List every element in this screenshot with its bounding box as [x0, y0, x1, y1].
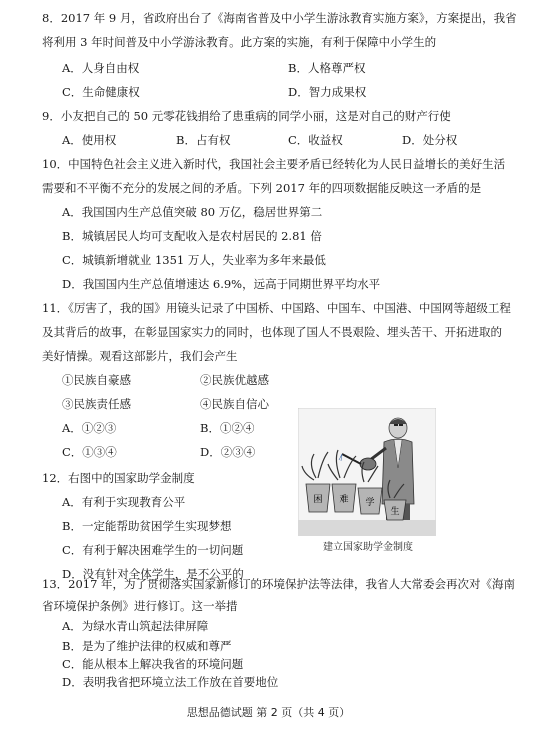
q11-item-1: ①民族自豪感 — [62, 373, 131, 387]
q11-item-4: ④民族自信心 — [200, 397, 269, 411]
q10-option-d: D．我国国内生产总值增速达 6.9%，远高于同期世界平均水平 — [62, 277, 381, 291]
q8-option-b: B．人格尊严权 — [288, 61, 366, 75]
q9-option-b: B．占有权 — [176, 133, 231, 147]
q12-stem: 12．右图中的国家助学金制度 — [42, 471, 195, 485]
q10-option-a: A．我国国内生产总值突破 80 万亿，稳居世界第二 — [62, 205, 323, 219]
q12-option-c: C．有利于解决困难学生的一切问题 — [62, 543, 244, 557]
q10-option-c: C．城镇新增就业 1351 万人，失业率为多年来最低 — [62, 253, 326, 267]
q11-stem-line2: 及其背后的故事，在彰显国家实力的同时，也体现了国人不畏艰险、埋头苦干、开拓进取的 — [42, 325, 502, 339]
q11-item-2: ②民族优越感 — [200, 373, 269, 387]
q13-stem-line2: 省环境保护条例》进行修订。这一举措 — [42, 599, 238, 613]
q8-option-c: C．生命健康权 — [62, 85, 140, 99]
pot-label-1: 困 — [313, 495, 323, 505]
q9-stem: 9．小友把自己的 50 元零花钱捐给了患重病的同学小丽，这是对自己的财产行使 — [42, 109, 451, 123]
q11-stem-line3: 美好情操。观看这部影片，我们会产生 — [42, 349, 238, 363]
q10-option-b: B．城镇居民人均可支配收入是农村居民的 2.81 倍 — [62, 229, 322, 243]
pot-label-3: 学 — [365, 498, 375, 508]
q11-item-3: ③民族责任感 — [62, 397, 131, 411]
q11-option-d: D．②③④ — [200, 445, 256, 459]
q10-stem-line1: 10．中国特色社会主义进入新时代，我国社会主要矛盾已经转化为人民日益增长的美好生活 — [42, 157, 506, 171]
pot-label-2: 难 — [339, 495, 349, 505]
q9-option-c: C．收益权 — [288, 133, 343, 147]
q13-option-a: A．为绿水青山筑起法律屏障 — [62, 619, 209, 633]
pot-label-4: 生 — [390, 507, 400, 517]
q8-stem-line2: 将利用 3 年时间普及中小学游泳教育。此方案的实施，有利于保障中小学生的 — [42, 35, 437, 49]
q11-option-a: A．①②③ — [62, 421, 117, 435]
q11-stem-line1: 11．《厉害了，我的国》用镜头记录了中国桥、中国路、中国车、中国港、中国网等超级工程 — [42, 301, 511, 315]
q10-stem-line2: 需要和不平衡不充分的发展之间的矛盾。下列 2017 年的四项数据能反映这一矛盾的是 — [42, 181, 482, 195]
figure-caption: 建立国家助学金制度 — [323, 542, 413, 553]
q9-option-a: A．使用权 — [62, 133, 117, 147]
q12-option-a: A．有利于实现教育公平 — [62, 495, 186, 509]
q11-option-c: C．①③④ — [62, 445, 117, 459]
q8-option-d: D．智力成果权 — [288, 85, 367, 99]
q13-option-c: C．能从根本上解决我省的环境问题 — [62, 657, 244, 671]
page-footer: 思想品德试题 第 2 页（共 4 页） — [186, 706, 351, 719]
q8-option-a: A．人身自由权 — [62, 61, 140, 75]
watering-plants-illustration — [298, 408, 436, 536]
q11-option-b: B．①②④ — [200, 421, 255, 435]
q8-stem-line1: 8．2017 年 9 月，省政府出台了《海南省普及中小学生游泳教育实施方案》，方案提出，我省 — [42, 11, 517, 25]
q12-option-b: B．一定能帮助贫困学生实现梦想 — [62, 519, 232, 533]
q13-option-d: D．表明我省把环境立法工作放在首要地位 — [62, 675, 279, 689]
q13-stem-line1: 13．2017 年，为了贯彻落实国家新修订的环境保护法等法律，我省人大常委会再次对《海南 — [42, 577, 516, 591]
q13-option-b: B．是为了维护法律的权威和尊严 — [62, 639, 232, 653]
q9-option-d: D．处分权 — [402, 133, 458, 147]
q12-option-d: D．没有针对全体学生，是不公平的 — [62, 567, 244, 581]
